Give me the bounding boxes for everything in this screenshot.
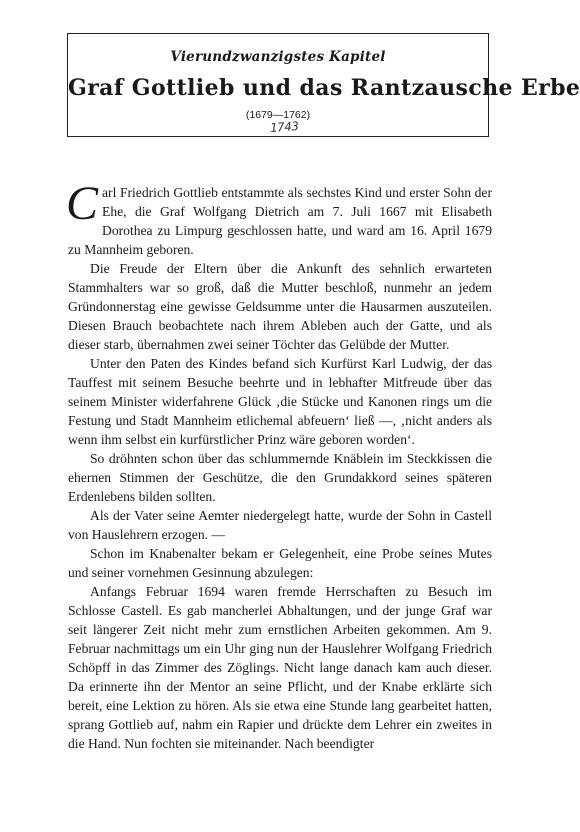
handwritten-note: 1743: [269, 119, 300, 135]
paragraph: [66, 177, 492, 259]
chapter-body: [66, 177, 492, 753]
paragraph: Anfangs Februar 1694 waren fremde Herrschaften zu Besuch im Schlosse Castell. Es gab mancherlei Abhaltungen, und der junge Graf war seit längerer Zeit nicht mehr zum ernstlichen Arbeiten gekommen. Am 9. Februar nachmittags um ein Uhr ging nun der Hauslehrer Wolfgang Friedrich Schöpff in das Zimmer des Zöglings. Nicht lange danach kam auch dieser. Da erinnerte ihn der Mentor an seine Pflicht, und der Knabe erklärte sich bereit, eine Lektion zu hören. Als sie etwa eine Stunde lang gearbeitet hatten, sprang Gottlieb auf, nahm ein Rapier und drückte dem Lehrer ein zweites in die Hand. Nun fochten sie miteinander. Nach beendigter: [68, 584, 492, 751]
paragraph: So dröhnten schon über das schlummernde Knäblein im Steckkissen die ehernen Stimmen der Geschütze, die den Grundakkord seines späteren Erdenlebens bilden sollten.: [68, 451, 492, 504]
paragraph: Die Freude der Eltern über die Ankunft des sehnlich erwarteten Stammhalters war so groß, daß die Mutter beschloß, nunmehr an jedem Gründonnerstag eine gewisse Geldsumme unter die Hausarmen auszuteilen. Diesen Brauch beobachtete nach ihrem Ableben auch der Gatte, und als dieser starb, übernahmen zwei seiner Töchter das Gelübde der Mutter.: [68, 261, 492, 352]
paragraph: Als der Vater seine Aemter niedergelegt hatte, wurde der Sohn in Castell von Hauslehrern erzogen. —: [68, 508, 492, 542]
drop-cap: C: [66, 177, 99, 230]
chapter-years: (1679—1762): [245, 109, 311, 121]
paragraph: Unter den Paten des Kindes befand sich Kurfürst Karl Ludwig, der das Tauffest mit seinem Besuche beehrte und in lebhafter Mitfreude über das seinem Minister widerfahrene Glück ‚die Stücke und Kanonen rings um die Festung und Stadt Mannheim etlichemal abfeuern‘ ließ —, ‚nicht anders als wenn ihm selbst ein kurfürstlicher Prinz wäre geboren worden‘.: [68, 356, 492, 447]
chapter-label: Vierundzwanzigstes Kapitel: [170, 49, 386, 65]
paragraph: Schon im Knabenalter bekam er Gelegenheit, eine Probe seines Mutes und seiner vornehmen Gesinnung abzulegen:: [68, 546, 492, 580]
chapter-title: Graf Gottlieb und das Rantzausche Erbe: [68, 75, 580, 101]
paragraph-text: arl Friedrich Gottlieb entstammte als sechstes Kind und erster Sohn der Ehe, die Graf Wolfgang Dietrich am 7. Juli 1667 mit Elisabeth Dorothea zu Limpurg geschlossen hatte, und ward am 16. April 1679 zu Mannheim geboren.: [68, 185, 492, 257]
